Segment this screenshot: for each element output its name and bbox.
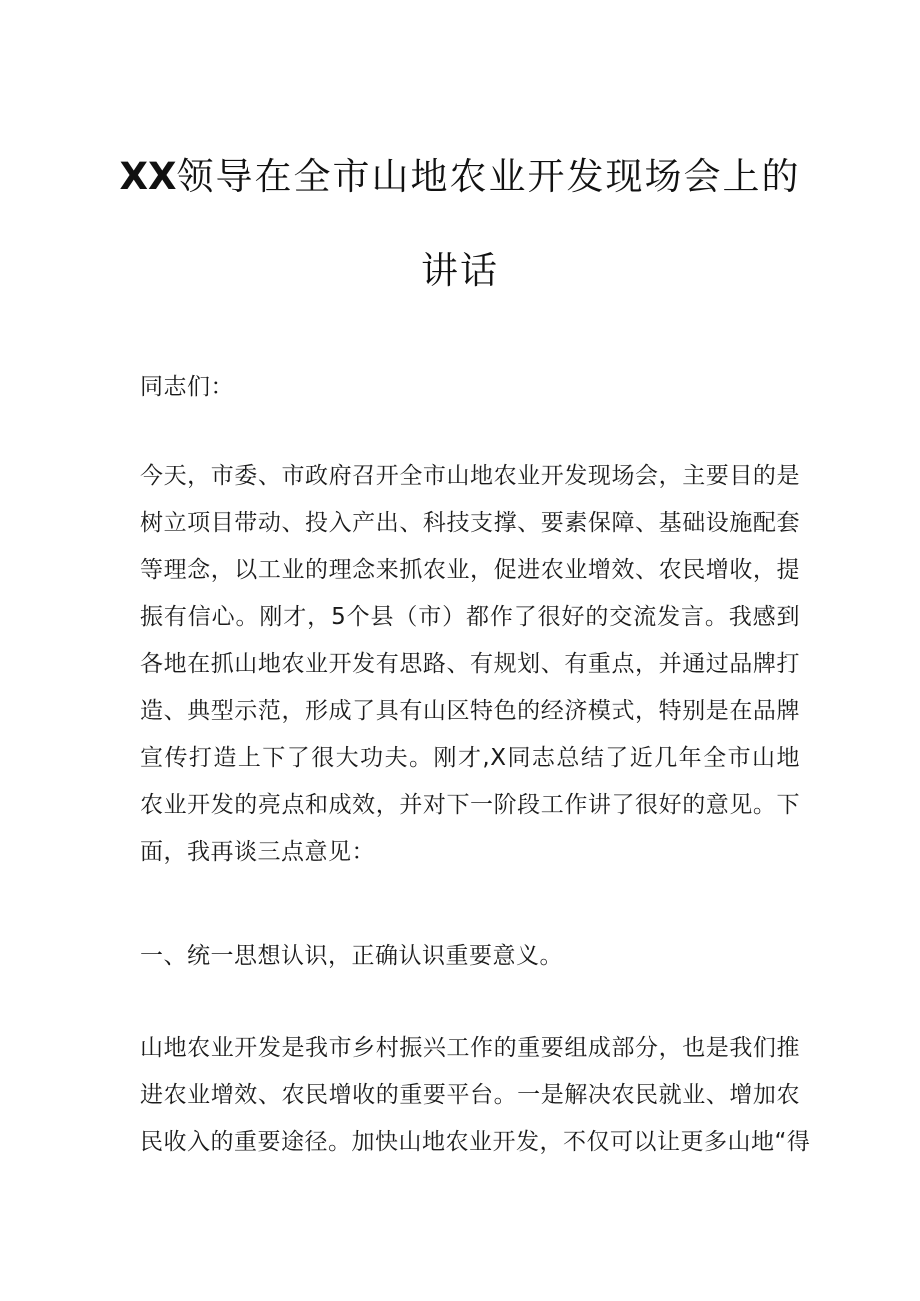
paragraph-line: 民收入的重要途径。加快山地农业开发，不仅可以让更多山地“得 <box>140 1129 811 1155</box>
paragraph-line: 农业开发的亮点和成效，并对下一阶段工作讲了很好的意见。下 <box>140 792 800 818</box>
paragraph-line: 树立项目带动、投入产出、科技支撑、要素保障、基础设施配套 <box>140 510 800 536</box>
paragraph-line: 进农业增效、农民增收的重要平台。一是解决农民就业、增加农 <box>140 1082 800 1108</box>
paragraph-line: 振有信心。刚才，5个县（市）都作了很好的交流发言。我感到 <box>140 604 800 630</box>
document-title-line-1: XX领导在全市山地农业开发现场会上的 <box>119 155 801 198</box>
paragraph-line: 今天，市委、市政府召开全市山地农业开发现场会，主要目的是 <box>140 463 800 489</box>
greeting <box>140 364 800 411</box>
greeting-text: 同志们： <box>140 374 234 400</box>
section-heading-text: 一、统一思想认识，正确认识重要意义。 <box>140 943 563 969</box>
paragraph-line: 各地在抓山地农业开发有思路、有规划、有重点，并通过品牌打 <box>140 651 800 677</box>
paragraph-line: 等理念，以工业的理念来抓农业，促进农业增效、农民增收，提 <box>140 557 800 583</box>
document-title-line-2: 讲话 <box>421 249 499 292</box>
paragraph-line: 造、典型示范，形成了具有山区特色的经济模式，特别是在品牌 <box>140 698 800 724</box>
paragraph-line: 宣传打造上下了很大功夫。刚才,X同志总结了近几年全市山地 <box>140 745 800 771</box>
section-heading-1 <box>140 933 800 980</box>
paragraph-line: 面，我再谈三点意见： <box>140 839 375 865</box>
title-prefix: XX <box>119 155 177 198</box>
paragraph-2 <box>140 1025 811 1166</box>
paragraph-1 <box>140 453 800 876</box>
paragraph-line: 山地农业开发是我市乡村振兴工作的重要组成部分，也是我们推 <box>140 1035 800 1061</box>
